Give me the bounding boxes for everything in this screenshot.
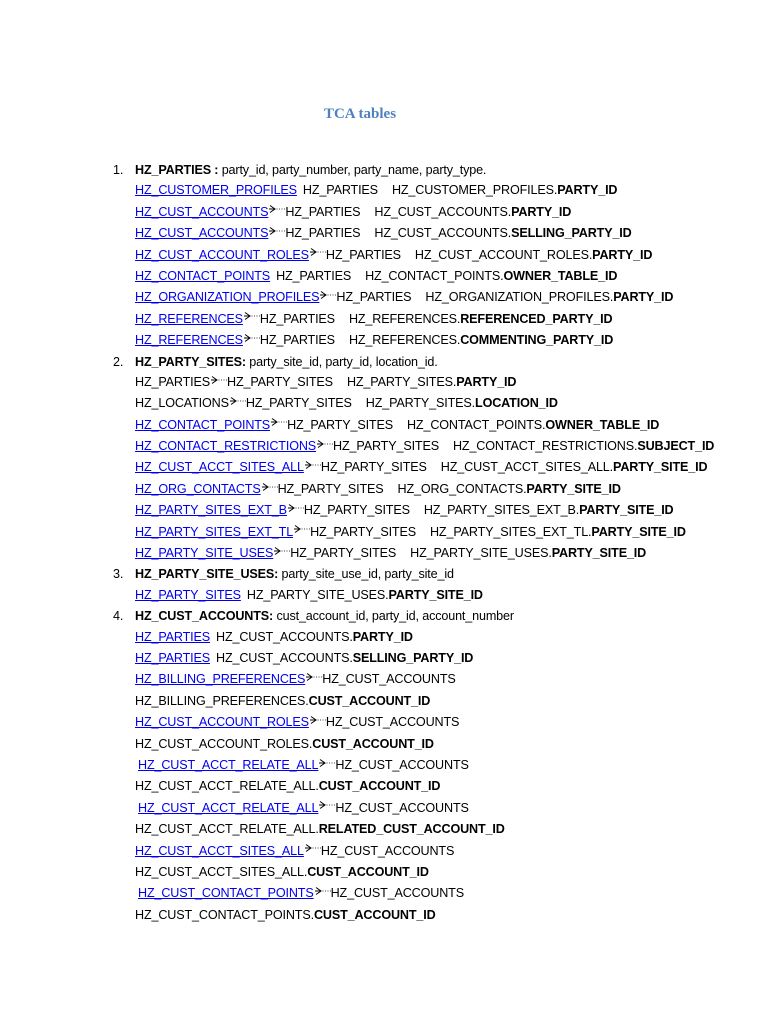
relation-arrow-icon xyxy=(310,716,326,724)
relation-row xyxy=(0,776,740,797)
fk-table: HZ_PARTY_SITE_USES. xyxy=(246,587,389,602)
fk-table: HZ_ORG_CONTACTS. xyxy=(397,481,527,496)
relation-row xyxy=(0,522,740,543)
fk-table: HZ_CUST_ACCT_SITES_ALL. xyxy=(440,460,614,475)
target-table: HZ_PARTY_SITES xyxy=(303,503,410,518)
relation-row xyxy=(0,287,740,308)
relation-row xyxy=(0,669,740,690)
target-table: HZ_PARTY_SITES xyxy=(287,417,393,432)
table-link[interactable]: HZ_PARTY_SITE_USES xyxy=(135,546,274,561)
fk-table: HZ_CUST_CONTACT_POINTS. xyxy=(135,907,314,922)
fk-column: REFERENCED_PARTY_ID xyxy=(460,311,613,326)
fk-column: SELLING_PARTY_ID xyxy=(352,650,474,665)
table-link[interactable]: HZ_CUST_ACCT_RELATE_ALL xyxy=(138,800,319,815)
relation-row xyxy=(0,500,740,521)
relation-row xyxy=(0,436,740,457)
section-heading xyxy=(0,352,740,372)
fk-column: CUST_ACCOUNT_ID xyxy=(318,779,441,794)
relation-arrow-icon xyxy=(306,673,322,681)
fk-table: HZ_CUST_ACCOUNTS. xyxy=(216,629,353,644)
target-table: HZ_CUST_ACCOUNTS xyxy=(322,672,456,687)
fk-table: HZ_CUST_ACCT_SITES_ALL. xyxy=(135,864,308,879)
fk-column: PARTY_SITE_ID xyxy=(526,481,621,496)
target-table: HZ_PARTY_SITES xyxy=(333,439,439,454)
relation-arrow-icon xyxy=(310,248,326,256)
fk-column: PARTY_ID xyxy=(511,204,572,219)
fk-table: HZ_PARTY_SITES_EXT_B. xyxy=(423,503,580,518)
table-link[interactable]: HZ_CUST_ACCOUNTS xyxy=(135,226,269,241)
table-link[interactable]: HZ_REFERENCES xyxy=(135,333,243,348)
relation-row xyxy=(0,905,740,926)
relation-row xyxy=(0,627,740,648)
relation-row xyxy=(0,393,740,414)
section-number: 4. xyxy=(113,609,124,624)
section-heading xyxy=(0,606,740,626)
section-table-name: HZ_PARTY_SITES: xyxy=(135,354,246,369)
relation-arrow-icon xyxy=(269,205,285,213)
fk-column: RELATED_CUST_ACCOUNT_ID xyxy=(318,822,505,837)
fk-column: PARTY_SITE_ID xyxy=(579,503,674,518)
fk-table: HZ_CUSTOMER_PROFILES. xyxy=(391,183,558,198)
relation-row xyxy=(0,883,740,904)
relation-arrow-icon xyxy=(319,759,335,767)
relation-arrow-icon xyxy=(274,547,290,555)
table-link[interactable]: HZ_PARTIES xyxy=(135,629,211,644)
relation-arrow-icon xyxy=(320,291,336,299)
fk-column: SELLING_PARTY_ID xyxy=(511,226,632,241)
table-link[interactable]: HZ_CUST_ACCOUNT_ROLES xyxy=(135,247,309,262)
fk-table: HZ_CUST_ACCOUNT_ROLES. xyxy=(135,736,313,751)
page-title: TCA tables xyxy=(323,106,397,122)
fk-column: PARTY_ID xyxy=(592,247,653,262)
fk-table: HZ_CONTACT_RESTRICTIONS. xyxy=(452,439,638,454)
fk-column: PARTY_ID xyxy=(352,629,413,644)
target-table: HZ_PARTY_SITES xyxy=(290,546,397,561)
relation-arrow-icon xyxy=(244,334,260,342)
fk-table: HZ_PARTY_SITE_USES. xyxy=(410,546,552,561)
target-table: HZ_CUST_ACCOUNTS xyxy=(335,800,469,815)
fk-column: PARTY_ID xyxy=(613,290,674,305)
fk-table: HZ_CUST_ACCOUNTS. xyxy=(374,204,512,219)
relation-arrow-icon xyxy=(319,801,335,809)
relation-row xyxy=(0,648,740,669)
table-link[interactable]: HZ_CUST_CONTACT_POINTS xyxy=(138,886,314,901)
table-link[interactable]: HZ_PARTIES xyxy=(135,650,211,665)
relation-row xyxy=(0,585,740,606)
section-table-name: HZ_PARTIES : xyxy=(135,163,219,177)
fk-column: PARTY_SITE_ID xyxy=(591,524,686,539)
fk-column: PARTY_SITE_ID xyxy=(613,460,708,475)
fk-table: HZ_CUST_ACCT_RELATE_ALL. xyxy=(135,779,319,794)
relation-row xyxy=(0,223,740,244)
relation-arrow-icon xyxy=(271,418,287,426)
fk-column: CUST_ACCOUNT_ID xyxy=(308,693,431,708)
relation-row xyxy=(0,309,740,330)
target-table: HZ_PARTIES xyxy=(285,226,361,241)
target-table: HZ_CUST_ACCOUNTS xyxy=(335,757,469,772)
relation-arrow-icon xyxy=(288,504,304,512)
table-link[interactable]: HZ_CONTACT_POINTS xyxy=(135,417,271,432)
relation-row xyxy=(0,245,740,266)
target-table: HZ_PARTIES xyxy=(276,268,352,283)
target-table: HZ_CUST_ACCOUNTS xyxy=(325,715,460,730)
fk-table: HZ_CUST_ACCOUNTS. xyxy=(374,226,512,241)
relation-arrow-icon xyxy=(211,376,227,384)
section-table-name: HZ_CUST_ACCOUNTS: xyxy=(135,609,274,624)
target-table: HZ_PARTY_SITES xyxy=(245,396,352,411)
table-link[interactable]: HZ_ORGANIZATION_PROFILES xyxy=(135,290,320,305)
table-link[interactable]: HZ_PARTY_SITES_EXT_B xyxy=(135,503,287,518)
target-table: HZ_CUST_ACCOUNTS xyxy=(330,886,464,901)
fk-table: HZ_CUST_ACCOUNT_ROLES. xyxy=(414,247,593,262)
relation-arrow-icon xyxy=(315,887,331,895)
table-link[interactable]: HZ_CONTACT_RESTRICTIONS xyxy=(135,439,317,454)
section-number: 2. xyxy=(113,354,124,369)
relation-row xyxy=(0,479,740,500)
relation-row xyxy=(0,543,740,564)
fk-column: COMMENTING_PARTY_ID xyxy=(460,333,614,348)
fk-column: CUST_ACCOUNT_ID xyxy=(307,864,429,879)
target-table: HZ_PARTY_SITES xyxy=(227,374,333,389)
relation-row xyxy=(0,372,740,393)
relation-row xyxy=(0,755,740,776)
fk-table: HZ_REFERENCES. xyxy=(348,311,461,326)
fk-column: CUST_ACCOUNT_ID xyxy=(313,907,436,922)
section-heading xyxy=(0,160,740,180)
relation-row xyxy=(0,202,740,223)
section-table-name: HZ_PARTY_SITE_USES: xyxy=(135,567,279,582)
relation-arrow-icon xyxy=(262,483,278,491)
relation-arrow-icon xyxy=(305,844,321,852)
relation-row xyxy=(0,862,740,883)
target-table: HZ_PARTIES xyxy=(259,333,335,348)
relation-arrow-icon xyxy=(305,461,321,469)
section-columns: party_id, party_number, party_name, party_type. xyxy=(221,163,487,177)
fk-table: HZ_BILLING_PREFERENCES. xyxy=(135,693,309,708)
relation-row xyxy=(0,712,740,733)
fk-table: HZ_CUST_ACCOUNTS. xyxy=(216,650,353,665)
relation-row xyxy=(0,819,740,840)
fk-table: HZ_CONTACT_POINTS. xyxy=(365,268,504,283)
fk-table: HZ_PARTY_SITES. xyxy=(346,374,457,389)
target-table: HZ_PARTY_SITES xyxy=(277,481,384,496)
target-table: HZ_CUST_ACCOUNTS xyxy=(320,843,455,858)
table-link[interactable]: HZ_BILLING_PREFERENCES xyxy=(135,672,306,687)
table-link[interactable]: HZ_CUST_ACCT_SITES_ALL xyxy=(135,843,304,858)
table-link[interactable]: HZ_CUST_ACCOUNT_ROLES xyxy=(135,715,309,730)
section-columns: party_site_id, party_id, location_id. xyxy=(249,354,438,369)
target-table: HZ_PARTIES xyxy=(325,247,401,262)
relation-row xyxy=(0,798,740,819)
fk-column: PARTY_ID xyxy=(557,183,618,198)
section-columns: cust_account_id, party_id, account_number xyxy=(276,609,514,624)
relation-row xyxy=(0,415,740,436)
table-link[interactable]: HZ_CUST_ACCT_SITES_ALL xyxy=(135,460,304,475)
relation-arrow-icon xyxy=(230,397,246,405)
relation-row xyxy=(0,180,740,201)
fk-column: SUBJECT_ID xyxy=(637,439,715,454)
table-link[interactable]: HZ_CUST_ACCT_RELATE_ALL xyxy=(138,757,319,772)
relation-row xyxy=(0,734,740,755)
fk-table: HZ_PARTY_SITES. xyxy=(365,396,476,411)
relation-row xyxy=(0,691,740,712)
relation-row xyxy=(0,266,740,287)
fk-table: HZ_ORGANIZATION_PROFILES. xyxy=(425,290,614,305)
target-table: HZ_PARTY_SITES xyxy=(310,524,416,539)
source-table: HZ_LOCATIONS xyxy=(135,396,229,411)
table-link[interactable]: HZ_REFERENCES xyxy=(135,311,243,326)
fk-table: HZ_CONTACT_POINTS. xyxy=(406,417,546,432)
target-table: HZ_PARTIES xyxy=(259,311,335,326)
fk-column: OWNER_TABLE_ID xyxy=(503,268,618,283)
fk-column: PARTY_ID xyxy=(456,374,517,389)
source-table: HZ_PARTIES xyxy=(135,374,211,389)
relation-arrow-icon xyxy=(294,525,310,533)
table-link[interactable]: HZ_CUSTOMER_PROFILES xyxy=(135,183,297,198)
relation-arrow-icon xyxy=(244,312,260,320)
section-heading xyxy=(0,564,740,584)
section-number: 1. xyxy=(113,163,124,177)
fk-table: HZ_CUST_ACCT_RELATE_ALL. xyxy=(135,822,319,837)
relation-row xyxy=(0,841,740,862)
section-columns: party_site_use_id, party_site_id xyxy=(281,567,454,582)
fk-table: HZ_PARTY_SITES_EXT_TL. xyxy=(429,524,592,539)
target-table: HZ_PARTIES xyxy=(285,204,361,219)
target-table: HZ_PARTY_SITES xyxy=(320,460,427,475)
fk-column: OWNER_TABLE_ID xyxy=(545,417,660,432)
relation-arrow-icon xyxy=(269,227,285,235)
target-table: HZ_PARTIES xyxy=(336,290,412,305)
section-number: 3. xyxy=(113,567,124,582)
fk-table: HZ_REFERENCES. xyxy=(348,333,461,348)
table-link[interactable]: HZ_PARTY_SITES xyxy=(135,587,241,602)
relation-row xyxy=(0,457,740,478)
fk-column: CUST_ACCOUNT_ID xyxy=(312,736,434,751)
table-link[interactable]: HZ_CONTACT_POINTS xyxy=(135,268,271,283)
table-link[interactable]: HZ_ORG_CONTACTS xyxy=(135,481,261,496)
table-link[interactable]: HZ_CUST_ACCOUNTS xyxy=(135,204,269,219)
table-link[interactable]: HZ_PARTY_SITES_EXT_TL xyxy=(135,524,294,539)
target-table: HZ_PARTIES xyxy=(302,183,378,198)
relation-row xyxy=(0,330,740,351)
fk-column: PARTY_SITE_ID xyxy=(388,587,483,602)
table-list xyxy=(0,160,740,926)
fk-column: PARTY_SITE_ID xyxy=(551,546,647,561)
relation-arrow-icon xyxy=(317,440,333,448)
fk-column: LOCATION_ID xyxy=(475,396,558,411)
